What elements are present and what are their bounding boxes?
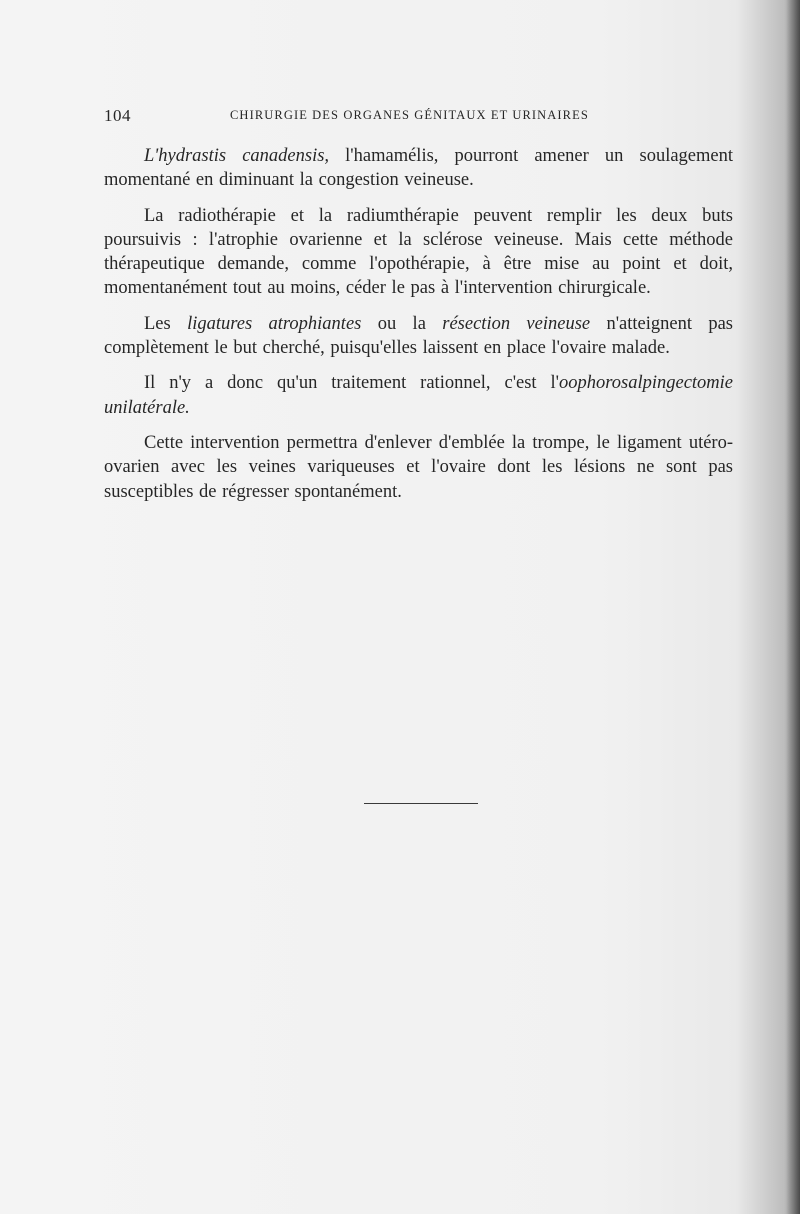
section-end-rule <box>364 803 478 804</box>
paragraph-text: Cette intervention permettra d'enlever d'emblée la trompe, le ligament utéro-ovarien avec les veines variqueuses et l'ovaire dont les lésions ne sont pas susceptibles de régresser spontanément. <box>104 432 733 502</box>
italic-term: L'hydrastis canadensis, <box>144 146 330 166</box>
paragraph-traitement <box>104 371 733 420</box>
paragraph-text: Les <box>144 313 188 334</box>
page-spine-shadow <box>786 0 800 1214</box>
paragraph-intervention <box>104 431 733 504</box>
italic-term: résection veineuse <box>442 313 591 334</box>
paragraph-hydrastis <box>104 144 733 193</box>
paragraph-ligatures <box>104 312 733 361</box>
page-number: 104 <box>104 106 131 125</box>
page-body <box>104 144 733 515</box>
italic-term: oophorosalpingectomie unilatérale. <box>104 373 733 418</box>
italic-term: ligatures atrophiantes <box>187 313 362 334</box>
paragraph-text: n'atteignent pas complètement le but cherché, puisqu'elles laissent en place l'ovaire malade. <box>104 313 734 359</box>
paragraph-text: ou la <box>361 313 443 334</box>
paragraph-text: La radiothérapie et la radiumthérapie peuvent remplir les deux buts poursuivis : l'atrophie ovarienne et la sclérose veineuse. Mais cette méthode thérapeutique demande, comme l'opothérapie, à être mise au point et doit, momentanément tout au moins, céder le pas à l'intervention chirurgicale. <box>104 205 733 299</box>
paragraph-text: Il n'y a donc qu'un traitement rationnel, c'est l' <box>144 373 559 394</box>
paragraph-text: l'hamamélis, pourront amener un soulagement momentané en diminuant la congestion veineuse. <box>104 146 734 191</box>
page-header <box>104 106 720 128</box>
paragraph-radiotherapie <box>104 204 733 301</box>
running-head: CHIRURGIE DES ORGANES GÉNITAUX ET URINAIRES <box>230 108 589 122</box>
